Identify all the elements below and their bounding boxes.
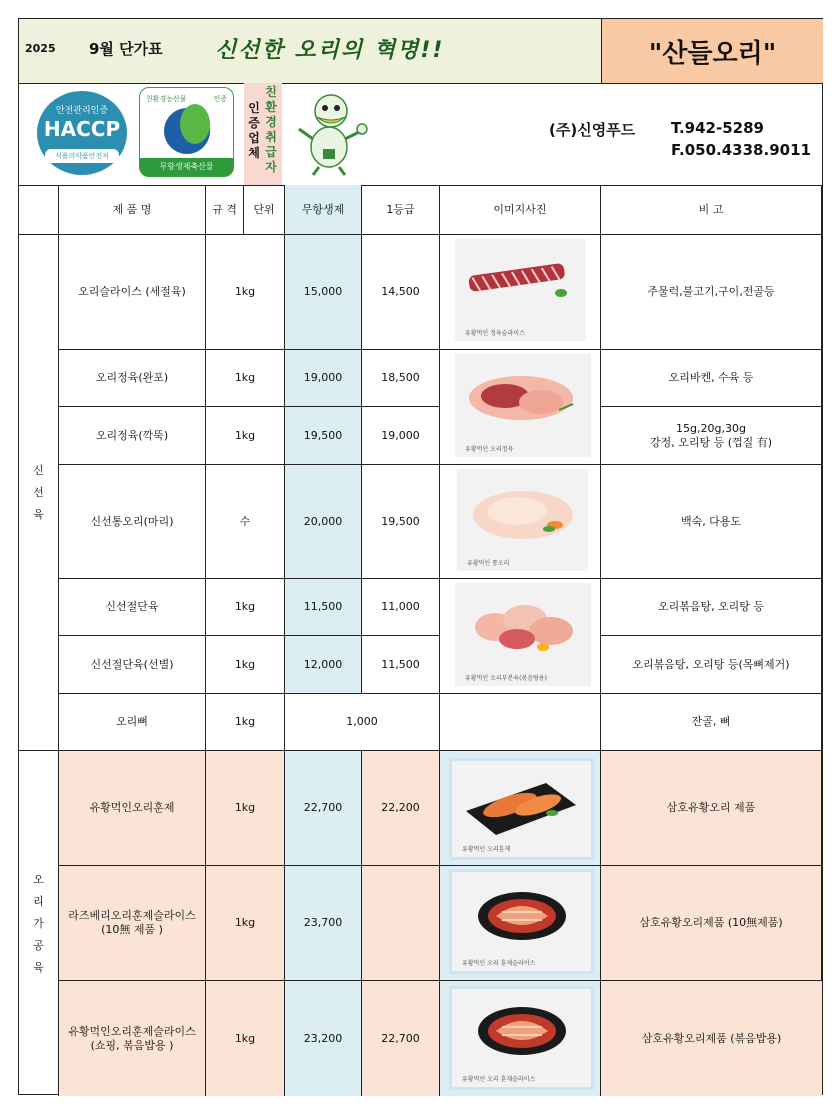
logo-bar: [19, 83, 822, 186]
photo-cell-empty: [440, 694, 601, 751]
slogan: 신선한 오리의 혁명!!: [215, 38, 445, 63]
eco-label-right: 인증: [213, 95, 227, 103]
product-spec: 1kg: [206, 407, 285, 465]
photo-caption: 유황먹인 오리 훈제슬라이스: [462, 960, 536, 967]
price-antibiotic-free: 1,000: [285, 694, 440, 751]
price-sheet: [18, 18, 823, 1095]
product-spec: 수: [206, 465, 285, 579]
price-grade1: 11,500: [362, 636, 440, 694]
price-grade1: 11,000: [362, 579, 440, 636]
whole-duck-image: [457, 469, 588, 571]
price-antibiotic-free: 22,700: [285, 751, 362, 866]
price-antibiotic-free: 19,500: [285, 407, 362, 465]
product-name: 라즈베리오리훈제슬라이스 (10無 제품 ): [59, 866, 206, 981]
eco-certification-logo: [139, 87, 234, 177]
photo-caption: 유황먹인 통오리: [467, 560, 510, 567]
header-blank: [19, 185, 59, 235]
haccp-bottom-text: 식품의약품안전처: [45, 149, 119, 163]
price-grade1: 18,500: [362, 350, 440, 407]
category-processed: 오 리 가 공 육: [19, 751, 59, 1096]
photo-caption: 유황먹인 오리훈제: [462, 846, 511, 853]
product-note: 잔골, 뼈: [601, 694, 822, 751]
product-note: 15g,20g,30g 강정, 오리탕 등 (껍질 有): [601, 407, 822, 465]
price-grade1: 22,700: [362, 981, 440, 1096]
haccp-logo: [37, 91, 127, 175]
product-name: 오리뼈: [59, 694, 206, 751]
product-photo: [457, 469, 588, 571]
col-header-name: 제 품 명: [59, 185, 206, 235]
price-grade1: [362, 866, 440, 981]
product-spec: 1kg: [206, 579, 285, 636]
product-name: 유황먹인오리훈제: [59, 751, 206, 866]
duck-breast-image: [455, 354, 591, 457]
haccp-name: HACCP: [43, 117, 121, 141]
product-spec: 1kg: [206, 350, 285, 407]
product-spec: 1kg: [206, 235, 285, 350]
product-photo: [455, 239, 586, 341]
product-note: 삼호유황오리 제품: [601, 751, 822, 866]
year: 2025: [25, 42, 56, 55]
product-photo: [449, 986, 594, 1090]
brand-name: "산들오리": [601, 19, 823, 83]
product-photo: [455, 354, 591, 457]
col-header-antibiotic-free: 무항생제: [285, 185, 362, 235]
price-antibiotic-free: 23,200: [285, 981, 362, 1096]
product-note: 주물럭,불고기,구이,전골등: [601, 235, 822, 350]
eco-bottom-text: 무항생제축산물: [140, 158, 233, 176]
price-antibiotic-free: 23,700: [285, 866, 362, 981]
badge-col1: 인 증 업 체: [248, 101, 260, 160]
product-note: 오리바켄, 수육 등: [601, 350, 822, 407]
product-spec: 1kg: [206, 636, 285, 694]
category-fresh: 신 선 육: [19, 235, 59, 751]
sliced-duck-image: [455, 239, 586, 341]
photo-caption: 유황먹인 정육슬라이스: [465, 330, 525, 337]
cut-duck-image: [455, 583, 591, 686]
smoked-duck-image: [452, 761, 591, 857]
product-spec: 1kg: [206, 694, 285, 751]
photo-caption: 유황먹인 오리부분육(볶음탕용): [465, 675, 547, 682]
leaf-icon: [180, 104, 210, 144]
product-spec: 1kg: [206, 866, 285, 981]
product-name: 오리정육(완포): [59, 350, 206, 407]
phone-number: T.942-5289: [671, 119, 764, 137]
product-photo: [449, 869, 594, 974]
company-name: (주)신영푸드: [549, 121, 636, 139]
product-name: 신선절단육: [59, 579, 206, 636]
price-grade1: 14,500: [362, 235, 440, 350]
badge-col2: 친 환 경 취 급 자: [265, 85, 277, 174]
photo-caption: 유황먹인 오리정육: [465, 446, 514, 453]
price-antibiotic-free: 19,000: [285, 350, 362, 407]
sheet-subtitle: 9월 단가표: [89, 40, 163, 58]
duck-mascot-icon: [291, 89, 371, 177]
product-name: 신선통오리(마리): [59, 465, 206, 579]
product-note: 오리볶음탕, 오리탕 등(목뼈제거): [601, 636, 822, 694]
col-header-photo: 이미지사진: [440, 185, 601, 235]
product-note: 삼호유황오리제품 (볶음밥용): [601, 981, 822, 1096]
product-note: 백숙, 다용도: [601, 465, 822, 579]
fax-number: F.050.4338.9011: [671, 141, 811, 159]
col-header-grade1: 1등급: [362, 185, 440, 235]
product-name: 오리슬라이스 (세절육): [59, 235, 206, 350]
product-spec: 1kg: [206, 751, 285, 866]
product-name: 신선절단육(선별): [59, 636, 206, 694]
product-name: 오리정육(깍뚝): [59, 407, 206, 465]
price-grade1: 19,500: [362, 465, 440, 579]
product-photo: [455, 583, 591, 686]
product-spec: 1kg: [206, 981, 285, 1096]
product-name: 유황먹인오리훈제슬라이스 (쇼핑, 볶음밥용 ): [59, 981, 206, 1096]
product-note: 오리볶음탕, 오리탕 등: [601, 579, 822, 636]
photo-caption: 유황먹인 오리 훈제슬라이스: [462, 1076, 536, 1083]
price-antibiotic-free: 20,000: [285, 465, 362, 579]
price-grade1: 19,000: [362, 407, 440, 465]
product-note: 삼호유황오리제품 (10無제품): [601, 866, 822, 981]
col-header-note: 비 고: [601, 185, 822, 235]
col-header-unit: 단위: [244, 185, 285, 235]
smoked-slice-plate-image: [452, 872, 591, 971]
col-header-spec: 규 격: [206, 185, 244, 235]
price-antibiotic-free: 12,000: [285, 636, 362, 694]
price-antibiotic-free: 11,500: [285, 579, 362, 636]
price-antibiotic-free: 15,000: [285, 235, 362, 350]
product-photo: [449, 758, 594, 860]
price-grade1: 22,200: [362, 751, 440, 866]
smoked-slice-plate-image: [452, 989, 591, 1087]
title-bar: [19, 19, 822, 84]
eco-label-left: 친환경농산물: [146, 95, 187, 103]
haccp-top-text: 안전관리인증: [55, 106, 109, 116]
certified-dealer-badge: [244, 83, 282, 185]
